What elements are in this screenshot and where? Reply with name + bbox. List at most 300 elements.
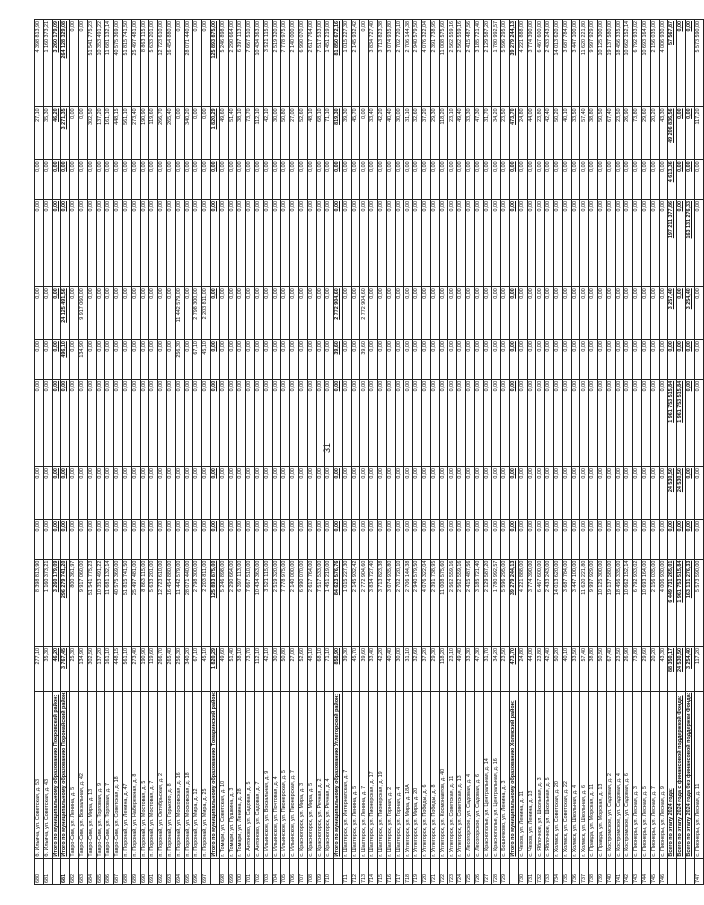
table-total-row <box>210 20 219 885</box>
table-row <box>70 20 79 885</box>
value-cell: 0,00 <box>598 199 607 286</box>
row-number-cell: 711 <box>342 858 351 884</box>
value-cell: 0,00 <box>457 287 466 340</box>
value-cell: 0,00 <box>624 199 633 286</box>
value-cell: 0,00 <box>466 199 475 286</box>
value-cell: 0,00 <box>140 467 149 520</box>
table-row <box>606 20 615 885</box>
value-cell: 0,00 <box>448 160 457 200</box>
value-cell: 0,00 <box>237 379 246 466</box>
value-cell: 0,00 <box>52 340 61 380</box>
row-number-cell: 721 <box>430 858 439 884</box>
table-row <box>598 20 607 885</box>
value-cell: 0,00 <box>140 199 149 286</box>
value-cell: 0,00 <box>483 467 492 520</box>
value-cell: 31,10 <box>404 646 413 691</box>
value-cell: 0,00 <box>105 199 114 286</box>
row-number-cell: 712 <box>351 858 360 884</box>
table-row <box>404 20 413 885</box>
value-cell: 49,40 <box>457 646 466 691</box>
value-cell: 0,00 <box>342 379 351 466</box>
value-cell: 0,00 <box>87 287 96 340</box>
row-number-cell: 707 <box>298 858 307 884</box>
value-cell: 340,20 <box>184 646 193 691</box>
value-cell: 6 397 113,00 <box>237 559 246 646</box>
value-cell: 0,00 <box>466 340 475 380</box>
table-total-row <box>510 20 519 885</box>
value-cell: 118,20 <box>439 107 448 160</box>
value-cell: 0,00 <box>87 379 96 466</box>
value-cell: 40 575 369,00 <box>114 559 123 646</box>
row-number-cell: 725 <box>466 858 475 884</box>
value-cell: 1 820,29 <box>210 107 219 160</box>
value-cell: 73,80 <box>633 646 642 691</box>
value-cell: 0,00 <box>35 379 44 466</box>
value-cell: 19 137 580,00 <box>606 559 615 646</box>
value-cell: 0,00 <box>78 107 87 160</box>
value-cell: 16 454 880,00 <box>166 20 175 107</box>
table-row <box>659 20 668 885</box>
table-row <box>290 20 299 885</box>
value-cell: 47,30 <box>474 107 483 160</box>
value-cell: 296 279 741,20 <box>61 559 70 646</box>
value-cell: 190,90 <box>140 107 149 160</box>
table-row <box>140 20 149 885</box>
value-cell: 0,00 <box>281 199 290 286</box>
value-cell: 561,10 <box>122 646 131 691</box>
value-cell: 0,00 <box>210 287 219 340</box>
value-cell: 0,00 <box>624 340 633 380</box>
value-cell: 39,60 <box>360 340 369 380</box>
value-cell: 34,20 <box>492 107 501 160</box>
value-cell: 10 693 164,00 <box>641 559 650 646</box>
table-row <box>254 20 263 885</box>
value-cell: 0,00 <box>492 467 501 520</box>
row-number-cell: 726 <box>474 858 483 884</box>
value-cell: 0,00 <box>87 199 96 286</box>
value-cell: 0,00 <box>677 287 686 340</box>
value-cell: 266,70 <box>158 646 167 691</box>
value-cell: 7 667 510,00 <box>246 20 255 107</box>
value-cell: 0,00 <box>228 160 237 200</box>
value-cell: 10 662 152,14 <box>624 20 633 107</box>
value-cell: 33,30 <box>466 646 475 691</box>
value-cell: 8 863 115,00 <box>140 20 149 107</box>
value-cell: 73,70 <box>246 107 255 160</box>
table-row <box>545 20 554 885</box>
value-cell: 9 917 060,00 <box>78 559 87 646</box>
value-cell: 0,00 <box>501 287 510 340</box>
value-cell: 0,00 <box>325 379 334 466</box>
value-cell: 5 596 295,00 <box>501 20 510 107</box>
value-cell: 0,00 <box>413 379 422 466</box>
value-cell: 0,00 <box>43 467 52 520</box>
value-cell: 256,30 <box>175 646 184 691</box>
value-cell: 0,00 <box>501 160 510 200</box>
row-number-cell <box>334 858 343 884</box>
value-cell: 0,00 <box>325 287 334 340</box>
value-cell: 265,40 <box>166 646 175 691</box>
value-cell: 0,00 <box>641 467 650 520</box>
value-cell: 0,00 <box>501 199 510 286</box>
value-cell: 0,00 <box>342 199 351 286</box>
value-cell: 71,10 <box>325 646 334 691</box>
value-cell: 0,00 <box>360 160 369 200</box>
value-cell: 0,00 <box>246 160 255 200</box>
row-number-cell: 702 <box>254 858 263 884</box>
value-cell: 0,00 <box>430 340 439 380</box>
address-cell: Тавро-Сим, ул. Ленина, д. 5 <box>70 691 79 858</box>
value-cell: 73,80 <box>633 107 642 160</box>
value-cell: 29,60 <box>641 107 650 160</box>
value-cell: 0,00 <box>246 287 255 340</box>
value-cell: 0,00 <box>510 199 519 286</box>
value-cell: 0,00 <box>527 287 536 340</box>
value-cell: 0,00 <box>685 520 694 560</box>
value-cell: 0,00 <box>562 520 571 560</box>
row-number-cell: 699 <box>228 858 237 884</box>
value-cell: 0,00 <box>228 199 237 286</box>
value-cell: 0,00 <box>272 340 281 380</box>
value-cell: 3 257,40 <box>668 287 677 340</box>
value-cell: 0,00 <box>677 199 686 286</box>
value-cell: 0,00 <box>360 520 369 560</box>
row-number-cell: 690 <box>140 858 149 884</box>
value-cell: 0,00 <box>272 467 281 520</box>
value-cell: 0,00 <box>158 160 167 200</box>
address-cell: с. Бошняково, ул. Ленина, д. 3 <box>501 691 510 858</box>
value-cell: 0,00 <box>580 199 589 286</box>
value-cell: 0,00 <box>78 520 87 560</box>
value-cell: 0,00 <box>105 160 114 200</box>
value-cell: 10 434 363,00 <box>254 20 263 107</box>
table-row <box>518 20 527 885</box>
value-cell: 0,00 <box>589 467 598 520</box>
value-cell: 2 129 587,20 <box>483 559 492 646</box>
value-cell: 68,10 <box>316 107 325 160</box>
value-cell: 3 774 390,00 <box>527 559 536 646</box>
value-cell: 0,00 <box>518 160 527 200</box>
row-number-cell: 719 <box>413 858 422 884</box>
value-cell: 0,00 <box>518 467 527 520</box>
value-cell: 2 772 904,60 <box>334 287 343 340</box>
value-cell: 0,00 <box>61 199 70 286</box>
value-cell: 0,00 <box>536 467 545 520</box>
value-cell: 0,00 <box>677 20 686 107</box>
value-cell: 0,00 <box>404 340 413 380</box>
value-cell: 0,00 <box>448 287 457 340</box>
value-cell: 23,50 <box>501 107 510 160</box>
address-cell: с. Пионеры, ул. Лесная, д. 5 <box>641 691 650 858</box>
address-cell: г. Углегорск, ул. Советская, д. 11 <box>448 691 457 858</box>
value-cell: 0,00 <box>263 340 272 380</box>
value-cell: 0,00 <box>386 340 395 380</box>
row-number-cell: 738 <box>589 858 598 884</box>
value-cell: 0,00 <box>571 520 580 560</box>
value-cell: 12 723 610,00 <box>158 559 167 646</box>
value-cell: 0,00 <box>316 379 325 466</box>
value-cell: 0,00 <box>351 160 360 200</box>
value-cell: 0,00 <box>545 379 554 466</box>
value-cell: 0,00 <box>492 520 501 560</box>
value-cell: 0,00 <box>536 287 545 340</box>
value-cell: 0,00 <box>131 287 140 340</box>
value-cell: 23,10 <box>448 107 457 160</box>
value-cell: 4 221 888,00 <box>518 559 527 646</box>
address-cell: г. Углегорск, ул. Мира, д. 18А <box>404 691 413 858</box>
value-cell: 0,00 <box>87 340 96 380</box>
row-number-cell: 681 <box>43 858 52 884</box>
table-row <box>650 20 659 885</box>
value-cell: 0,00 <box>96 467 105 520</box>
value-cell: 2 617 764,00 <box>307 20 316 107</box>
document-table-rotated <box>34 19 701 885</box>
value-cell: 2 706 144,38 <box>404 20 413 107</box>
value-cell: 0,00 <box>694 287 703 340</box>
row-number-cell: 701 <box>246 858 255 884</box>
value-cell: 819,30 <box>334 107 343 160</box>
value-cell: 27,10 <box>35 107 44 160</box>
value-cell: 0,00 <box>650 379 659 466</box>
value-cell: 0,00 <box>175 107 184 160</box>
value-cell: 6 467 600,00 <box>536 20 545 107</box>
value-cell: 0,00 <box>175 20 184 107</box>
row-number-cell: 692 <box>158 858 167 884</box>
value-cell: 473,70 <box>510 646 519 691</box>
value-cell: 0,00 <box>606 287 615 340</box>
value-cell: 0,00 <box>554 379 563 466</box>
value-cell: 0,00 <box>527 199 536 286</box>
value-cell: 11 620 221,80 <box>580 20 589 107</box>
value-cell: 0,00 <box>166 160 175 200</box>
value-cell: 3 687 784,00 <box>562 20 571 107</box>
value-cell: 67,10 <box>193 646 202 691</box>
table-row <box>378 20 387 885</box>
value-cell: 42,10 <box>263 646 272 691</box>
value-cell: 31,10 <box>404 107 413 160</box>
value-cell: 0,00 <box>140 379 149 466</box>
address-cell: с. Чехов, ул. Ленина, д. 11 <box>518 691 527 858</box>
address-cell: п. Поронай, ул. Московская, д. 18 <box>184 691 193 858</box>
row-number-cell: 704 <box>272 858 281 884</box>
value-cell: 0,00 <box>281 160 290 200</box>
value-cell: 51 815 741,50 <box>122 559 131 646</box>
value-cell: 0,00 <box>413 287 422 340</box>
value-cell: 0,00 <box>325 199 334 286</box>
value-cell: 0,00 <box>210 520 219 560</box>
value-cell: 0,00 <box>650 520 659 560</box>
value-cell: 0,00 <box>70 199 79 286</box>
value-cell: 0,00 <box>246 520 255 560</box>
value-cell: 112,10 <box>254 107 263 160</box>
value-cell: 0,00 <box>527 467 536 520</box>
value-cell: 44,00 <box>527 107 536 160</box>
value-cell: 0,00 <box>131 379 140 466</box>
value-cell: 0,00 <box>466 379 475 466</box>
value-cell: 2 940 579,50 <box>413 559 422 646</box>
value-cell: 0,00 <box>175 160 184 200</box>
value-cell: 0,00 <box>659 467 668 520</box>
value-cell: 0,00 <box>641 379 650 466</box>
value-cell: 2 772 904,60 <box>360 287 369 340</box>
value-cell: 3 260 179,09 <box>52 559 61 646</box>
value-cell: 0,00 <box>290 199 299 286</box>
value-cell: 0,00 <box>122 467 131 520</box>
value-cell: 473,70 <box>510 107 519 160</box>
row-number-cell <box>685 858 694 884</box>
value-cell: 0,00 <box>589 199 598 286</box>
value-cell: 0,00 <box>87 467 96 520</box>
value-cell: 0,00 <box>140 340 149 380</box>
row-number-cell: 689 <box>131 858 140 884</box>
value-cell: 0,00 <box>536 520 545 560</box>
row-number-cell: 732 <box>536 858 545 884</box>
row-number-cell: 744 <box>641 858 650 884</box>
value-cell: 0,00 <box>633 379 642 466</box>
value-cell: 0,00 <box>342 160 351 200</box>
value-cell: 0,00 <box>439 199 448 286</box>
value-cell: 0,00 <box>70 287 79 340</box>
row-number-cell: 728 <box>492 858 501 884</box>
value-cell: 0,00 <box>210 467 219 520</box>
value-cell: 0,00 <box>554 520 563 560</box>
value-cell: 0,00 <box>677 340 686 380</box>
value-cell: 2 433 243,00 <box>545 20 554 107</box>
row-number-cell: 685 <box>96 858 105 884</box>
value-cell: 0,00 <box>78 199 87 286</box>
value-cell: 4 221 888,00 <box>518 20 527 107</box>
value-cell: 0,00 <box>316 160 325 200</box>
value-cell: 0,00 <box>492 160 501 200</box>
value-cell: 0,00 <box>78 160 87 200</box>
table-row <box>641 20 650 885</box>
value-cell: 50,20 <box>554 646 563 691</box>
value-cell: 0,00 <box>158 520 167 560</box>
value-cell: 118,20 <box>439 646 448 691</box>
value-cell: 0,00 <box>193 160 202 200</box>
address-cell: п. Поронай, ул. Мира, д. 25 <box>202 691 211 858</box>
value-cell: 0,00 <box>571 160 580 200</box>
value-cell: 0,00 <box>545 467 554 520</box>
address-cell: Тавро-Сим, ул. Советская, д. 18 <box>114 691 123 858</box>
value-cell: 0,00 <box>166 379 175 466</box>
value-cell: 39 279 244,13 <box>510 20 519 107</box>
value-cell: 0,00 <box>219 520 228 560</box>
address-cell: с. Пионеры, ул. Лесная, д. 3 <box>633 691 642 858</box>
row-number-cell: 695 <box>184 858 193 884</box>
value-cell: 18 456 335,00 <box>615 559 624 646</box>
table-row <box>193 20 202 885</box>
value-cell: 0,00 <box>96 379 105 466</box>
value-cell: 10 353 491,22 <box>96 559 105 646</box>
row-number-cell: 746 <box>659 858 668 884</box>
value-cell: 0,00 <box>677 160 686 200</box>
table-row <box>562 20 571 885</box>
value-cell: 190,90 <box>140 646 149 691</box>
value-cell: 0,00 <box>290 160 299 200</box>
value-cell: 0,00 <box>70 467 79 520</box>
value-cell: 0,00 <box>554 199 563 286</box>
row-number-cell: 708 <box>307 858 316 884</box>
value-cell: 5 633 201,00 <box>149 559 158 646</box>
row-number-cell: 730 <box>518 858 527 884</box>
address-cell: с. Краснополье, ул. Центральная, д. 16 <box>492 691 501 858</box>
table-row <box>131 20 140 885</box>
row-number-cell <box>210 858 219 884</box>
address-cell: Всего по этапу 2024 года без финансовой поддержки Фонда: <box>685 691 694 858</box>
value-cell: 19 137 580,00 <box>606 20 615 107</box>
value-cell: 0,00 <box>554 340 563 380</box>
value-cell: 67,10 <box>193 340 202 380</box>
row-number-cell: 747 <box>694 858 703 884</box>
value-cell: 0,00 <box>386 520 395 560</box>
value-cell: 0,00 <box>351 287 360 340</box>
value-cell: 0,00 <box>439 160 448 200</box>
address-cell: г. Холмск, ул. Советская, д. 20 <box>554 691 563 858</box>
value-cell: 9 997 929,00 <box>589 20 598 107</box>
row-number-cell: 694 <box>175 858 184 884</box>
value-cell: 42,20 <box>378 107 387 160</box>
value-cell: 0,00 <box>219 287 228 340</box>
value-cell: 0,00 <box>210 160 219 200</box>
value-cell: 0,00 <box>78 20 87 107</box>
value-cell: 0,00 <box>158 287 167 340</box>
value-cell: 3 254,40 <box>685 646 694 691</box>
row-number-cell: 680 <box>35 858 44 884</box>
value-cell: 0,00 <box>562 467 571 520</box>
row-number-cell: 729 <box>501 858 510 884</box>
address-cell: с. Пионеры, ул. Лесная, д. 7 <box>650 691 659 858</box>
value-cell: 0,00 <box>650 287 659 340</box>
value-cell: 0,00 <box>685 340 694 380</box>
value-cell: 0,00 <box>307 199 316 286</box>
value-cell: 0,00 <box>193 107 202 160</box>
value-cell: 0,00 <box>263 467 272 520</box>
value-cell: 0,00 <box>166 467 175 520</box>
value-cell: 1 015 227,30 <box>342 559 351 646</box>
value-cell: 32,60 <box>413 107 422 160</box>
value-cell: 0,00 <box>184 467 193 520</box>
value-cell: 24 530,50 <box>677 646 686 691</box>
value-cell: 0,00 <box>448 467 457 520</box>
value-cell: 0,00 <box>35 520 44 560</box>
value-cell: 112,10 <box>254 646 263 691</box>
value-cell: 14 013 620,00 <box>554 20 563 107</box>
value-cell: 0,00 <box>483 520 492 560</box>
row-number-cell: 741 <box>615 858 624 884</box>
value-cell: 0,00 <box>114 520 123 560</box>
value-cell: 0,00 <box>158 199 167 286</box>
value-cell: 2 562 559,16 <box>457 20 466 107</box>
value-cell: 0,00 <box>307 340 316 380</box>
row-number-cell: 686 <box>105 858 114 884</box>
value-cell: 0,00 <box>166 340 175 380</box>
value-cell: 266,70 <box>158 107 167 160</box>
value-cell: 1 961 753 515,84 <box>677 559 686 646</box>
value-cell: 134,90 <box>78 340 87 380</box>
value-cell: 35,30 <box>43 107 52 160</box>
value-cell: 0,00 <box>439 287 448 340</box>
row-number-cell: 718 <box>404 858 413 884</box>
value-cell: 0,00 <box>193 520 202 560</box>
value-cell: 0,00 <box>96 520 105 560</box>
value-cell: 0,00 <box>52 287 61 340</box>
value-cell: 7 667 510,00 <box>246 559 255 646</box>
value-cell: 0,00 <box>554 160 563 200</box>
value-cell: 0,00 <box>571 199 580 286</box>
value-cell: 0,00 <box>633 467 642 520</box>
table-row <box>87 20 96 885</box>
